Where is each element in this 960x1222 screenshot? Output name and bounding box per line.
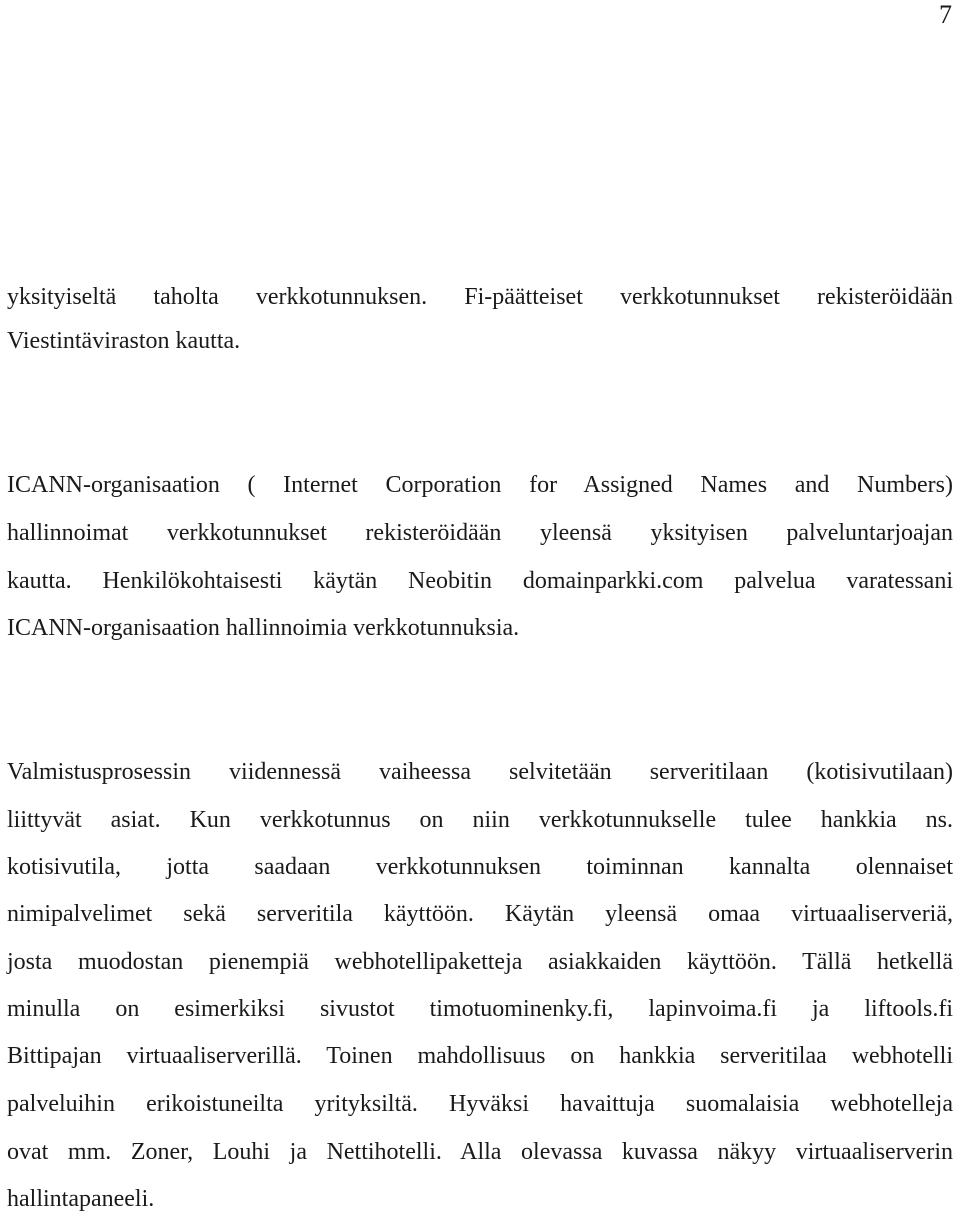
paragraph-2-line-2: hallinnoimat verkkotunnukset rekisteröidään yleensä yksityisen palveluntarjoajan [7,520,953,546]
paragraph-3-line-6: minulla on esimerkiksi sivustot timotuominenky.fi, lapinvoima.fi ja liftools.fi [7,996,953,1022]
paragraph-3-line-7: Bittipajan virtuaaliserverillä. Toinen mahdollisuus on hankkia serveritilaa webhotelli [7,1043,953,1069]
paragraph-3-line-1: Valmistusprosessin viidennessä vaiheessa selvitetään serveritilaan (kotisivutilaan) [7,759,953,785]
page-number: 7 [939,0,952,29]
paragraph-3-line-4: nimipalvelimet sekä serveritila käyttöön. Käytän yleensä omaa virtuaaliserveriä, [7,901,953,927]
paragraph-2-line-3: kautta. Henkilökohtaisesti käytän Neobitin domainparkki.com palvelua varatessani [7,568,953,594]
paragraph-2-line-4: ICANN-organisaation hallinnoimia verkkotunnuksia. [7,615,520,641]
paragraph-1-line-1: yksityiseltä taholta verkkotunnuksen. Fi-päätteiset verkkotunnukset rekisteröidään [7,284,953,310]
paragraph-3-line-9: ovat mm. Zoner, Louhi ja Nettihotelli. Alla olevassa kuvassa näkyy virtuaaliserverin [7,1139,953,1165]
paragraph-3-line-2: liittyvät asiat. Kun verkkotunnus on niin verkkotunnukselle tulee hankkia ns. [7,807,953,833]
paragraph-3-line-3: kotisivutila, jotta saadaan verkkotunnuksen toiminnan kannalta olennaiset [7,854,953,880]
paragraph-3-line-10: hallintapaneeli. [7,1186,155,1212]
paragraph-1-line-2: Viestintäviraston kautta. [7,328,241,354]
paragraph-2-line-1: ICANN-organisaation ( Internet Corporation for Assigned Names and Numbers) [7,472,953,498]
paragraph-3-line-8: palveluihin erikoistuneilta yrityksiltä. Hyväksi havaittuja suomalaisia webhotelleja [7,1091,953,1117]
paragraph-3-line-5: josta muodostan pienempiä webhotellipaketteja asiakkaiden käyttöön. Tällä hetkellä [7,949,953,975]
